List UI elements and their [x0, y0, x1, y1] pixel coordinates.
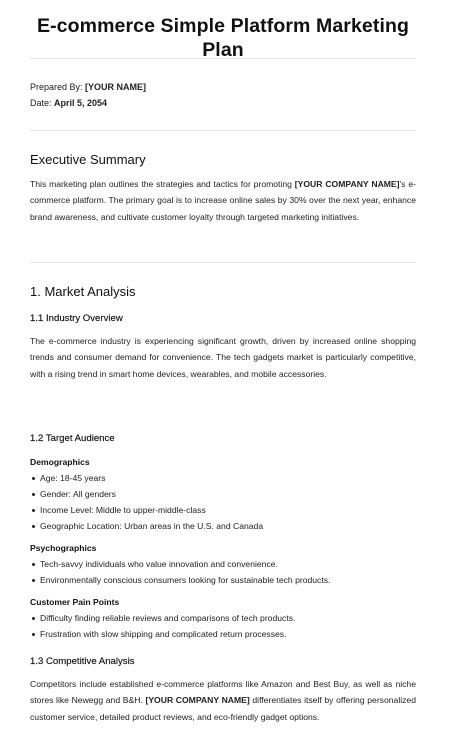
executive-summary-text: [30, 176, 416, 225]
pain-points-list: [30, 610, 426, 642]
prepared-by-line: [30, 79, 416, 95]
prepared-by-label: Prepared By:: [30, 82, 86, 92]
date-line: [30, 95, 416, 111]
list-item: Gender: All genders: [40, 486, 426, 502]
executive-summary-text-start: This marketing plan outlines the strategies and tactics for promoting: [30, 179, 295, 189]
company-name-placeholder: [YOUR COMPANY NAME]: [294, 179, 400, 189]
target-audience-heading: 1.2 Target Audience: [30, 433, 115, 444]
document-title: E-commerce Simple Platform Marketing Plan: [36, 15, 410, 61]
market-analysis-heading: 1. Market Analysis: [30, 284, 136, 299]
competitive-analysis-text-end: differentiates itself by offering personalized customer service, detailed product reviews, and eco-friendly gadget options.: [30, 695, 416, 722]
date-label: Date:: [30, 98, 55, 108]
executive-summary-heading: Executive Summary: [30, 152, 146, 167]
competitive-analysis-heading: 1.3 Competitive Analysis: [30, 656, 135, 667]
list-item: Environmentally conscious consumers looking for sustainable tech products.: [40, 572, 426, 588]
industry-overview-heading: 1.1 Industry Overview: [30, 313, 123, 324]
list-item: Difficulty finding reliable reviews and comparisons of tech products.: [40, 610, 426, 626]
divider: [30, 58, 416, 59]
list-item: Geographic Location: Urban areas in the U.S. and Canada: [40, 518, 426, 534]
executive-summary-text-end: 's e-commerce platform. The primary goal is to increase online sales by 30% over the next year, enhance brand awareness, and cultivate customer loyalty through targeted marketing initiatives.: [30, 179, 416, 222]
list-item: Frustration with slow shipping and complicated return processes.: [40, 626, 426, 642]
competitive-analysis-text-start: Competitors include established e-commerce platforms like Amazon and Best Buy, as well as niche stores like Newegg and B&H.: [30, 679, 416, 706]
psychographics-label: Psychographics: [30, 543, 97, 553]
date-value: April 5, 2054: [54, 98, 108, 108]
list-item: Age: 18-45 years: [40, 470, 426, 486]
list-item: Tech-savvy individuals who value innovation and convenience.: [40, 556, 426, 572]
industry-overview-text: The e-commerce industry is experiencing significant growth, driven by increased online shopping trends and consumer demand for convenience. The tech gadgets market is particularly competitive, with a rising trend in smart home devices, wearables, and mobile accessories.: [30, 336, 416, 379]
demographics-label: Demographics: [30, 457, 90, 467]
prepared-by-value: [YOUR NAME]: [85, 82, 147, 92]
company-name-placeholder: [YOUR COMPANY NAME]: [145, 695, 250, 706]
divider: [30, 130, 416, 131]
psychographics-list: [30, 556, 426, 588]
list-item: Income Level: Middle to upper-middle-class: [40, 502, 426, 518]
demographics-list: [30, 470, 426, 534]
divider: [30, 262, 416, 263]
pain-points-label: Customer Pain Points: [30, 597, 120, 607]
competitive-analysis-text: [30, 676, 416, 725]
